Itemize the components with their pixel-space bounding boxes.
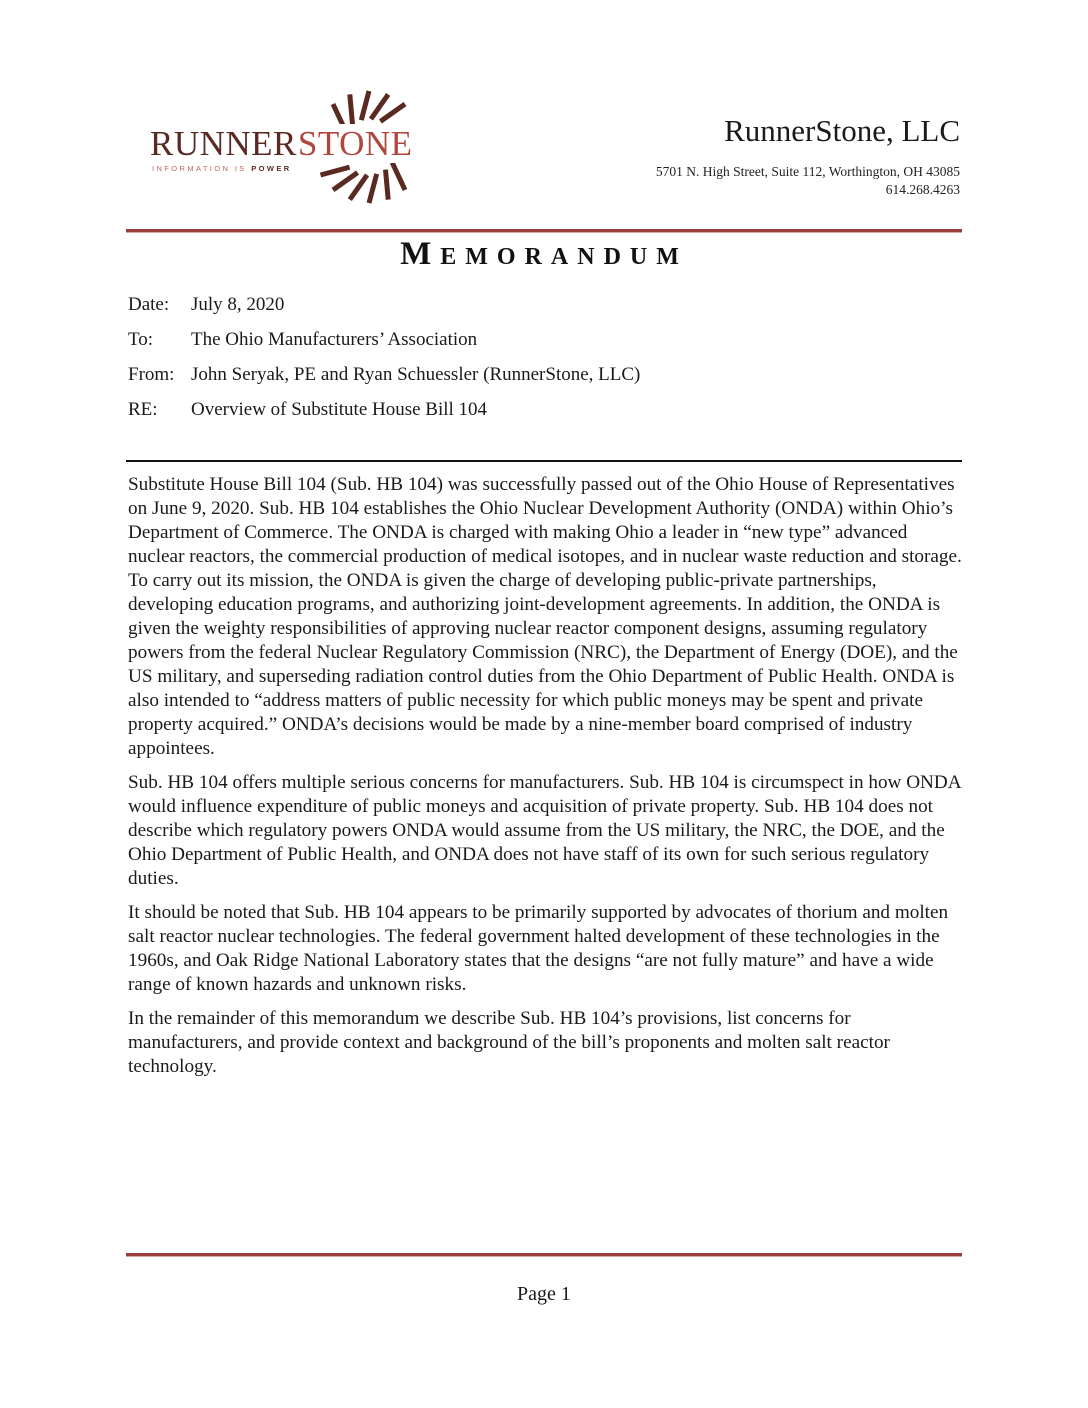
memo-fields [128,294,640,434]
logo-tagline-part2: POWER [251,164,292,173]
logo-tagline-part1: INFORMATION IS [152,164,247,173]
sunburst-ray [333,173,358,190]
sunburst-ray [392,163,405,190]
field-value: The Ohio Manufacturers’ Association [191,329,478,350]
field-label: To: [128,329,154,350]
sunburst-ray [380,104,405,121]
body-paragraph: It should be noted that Sub. HB 104 appears to be primarily supported by advocates of thorium and molten salt reactor nuclear technologies. The federal government halted development of these technologies in the 1960s, and Oak Ridge National Laboratory states that the designs “are not fully mature” and have a wide range of known hazards and unknown risks. [128,902,949,995]
logo-wordmark [150,126,414,161]
field-value: John Seryak, PE and Ryan Schuessler (RunnerStone, LLC) [191,364,641,385]
company-phone: 614.268.4263 [885,182,960,197]
company-address-block [656,163,960,199]
company-address: 5701 N. High Street, Suite 112, Worthington, OH 43085 [655,164,960,179]
title-first-letter: M [400,236,441,272]
field-to [128,329,640,364]
logo-wordmark-runner: RUNNER [150,124,297,163]
field-label: Date: [128,294,170,315]
body-paragraph: In the remainder of this memorandum we describe Sub. HB 104’s provisions, list concerns for manufacturers, and provide context and background of the bill’s proponents and molten salt reactor technology. [128,1008,890,1077]
page-number: Page 1 [517,1283,571,1305]
memo-body [128,473,962,1089]
field-value: July 8, 2020 [191,294,285,315]
sunburst-ray [386,170,389,200]
field-re [128,399,640,434]
sunburst-ray [361,91,369,120]
runnerstone-logo [150,88,430,206]
body-paragraph: Substitute House Bill 104 (Sub. HB 104) was successfully passed out of the Ohio House of Representatives on June 9, 2020. Sub. HB 104 establishes the Ohio Nuclear Development Authority (ONDA) within Ohio’s Department of Commerce. The ONDA is charged with making Ohio a leader in “new type” advanced nuclear reactors, the commercial production of medical isotopes, and in nuclear waste reduction and storage. To carry out its mission, the ONDA is given the charge of developing public-private partnerships, developing education programs, and authorizing joint-development agreements. In addition, the ONDA is given the weighty responsibilities of approving nuclear reactor component designs, assuming regulatory powers from the federal Nuclear Regulatory Commission (NRC), the Department of Energy (DOE), and the US military, and superseding radiation control duties from the Ohio Department of Public Health. ONDA is also intended to “address matters of public necessity for which public moneys may be spent and private property acquired.” ONDA’s decisions would be made by a nine-member board comprised of industry appointees. [128,474,962,759]
field-date [128,294,640,329]
page-title [0,236,1088,273]
logo-wordmark-stone: STONE [297,124,413,163]
sunburst-ray [369,174,377,203]
field-from [128,364,640,399]
field-value: Overview of Substitute House Bill 104 [191,399,488,420]
footer-divider [126,1253,962,1256]
company-name: RunnerStone, LLC [724,113,960,148]
header-divider [126,229,962,232]
fields-divider [126,460,962,462]
logo-tagline [152,164,292,173]
field-label: From: [128,364,175,385]
sunburst-ray [321,167,350,175]
sunburst-ray [350,94,353,124]
title-rest: EMORANDUM [440,244,688,270]
body-paragraph: Sub. HB 104 offers multiple serious concerns for manufacturers. Sub. HB 104 is circumspect in how ONDA would influence expenditure of public moneys and acquisition of private property. Sub. HB 104 does not describe which regulatory powers ONDA would assume from the US military, the NRC, the DOE, and the Ohio Department of Public Health, and ONDA does not have staff of its own for such serious regulatory duties. [128,772,961,889]
field-label: RE: [128,399,158,420]
